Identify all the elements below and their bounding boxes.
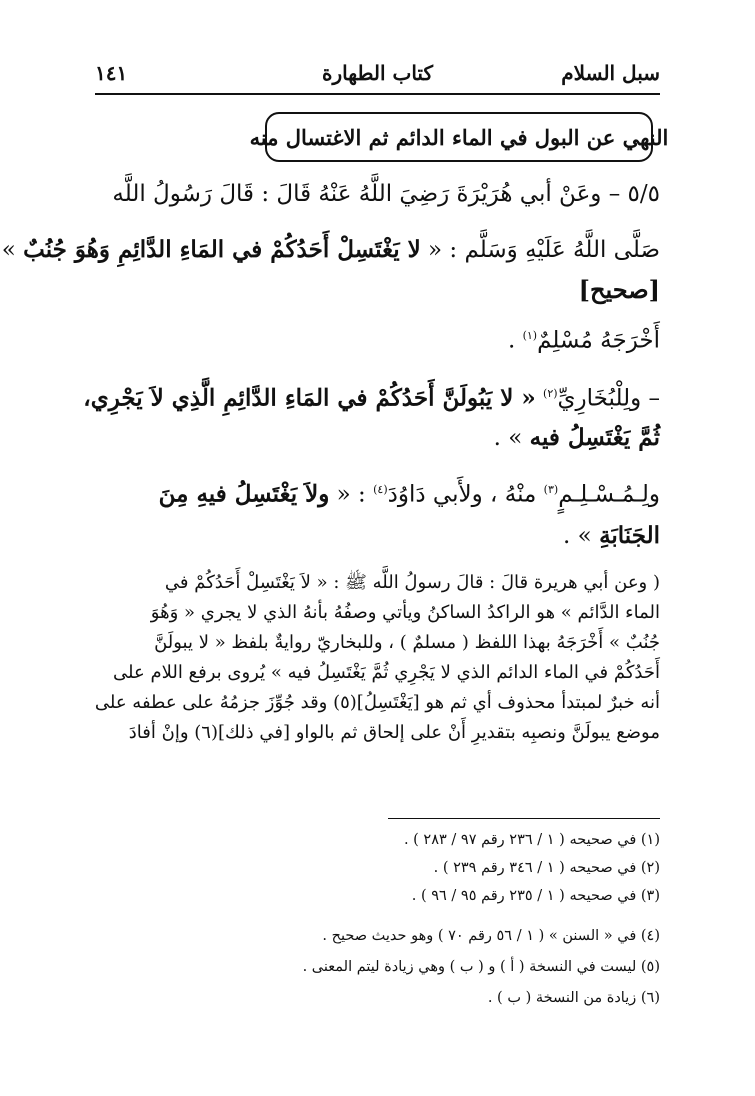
muslim-line-1: ولِـمُـسْـلِـمٍ$^{(٣)}$ منْهُ ، ولأَبي دَاوُدَ$^{(٤)}$ : « ولاَ يَغْتَسِلُ فيهِ مِنَ xyxy=(158,480,660,508)
bukhari-line-1: – ولِلْبُخَارِيِّ$^{(٢)}$ « لا يَبُولَنَّ أَحَدُكُمْ في المَاءِ الدَّائِمِ الَّذِي لاَ يَجْرِي، xyxy=(83,384,660,412)
footnote-ref-2: (٢) xyxy=(543,387,558,400)
chapter-title: كتاب الطهارة xyxy=(322,61,433,85)
commentary-line: موضع يبولَنَّ ونصبِه بتقديرِ أَنْ على إلحاق ثم بالواو [في ذلك](٦) وإنْ أفادَ xyxy=(128,722,660,743)
takhrij: أَخْرَجَهُ مُسْلِمٌ xyxy=(537,327,660,354)
muslim-line-2: الجَنَابَةِ » . xyxy=(563,522,660,549)
hadith-matn: لا يَغْتَسِلْ أَحَدُكُمْ في المَاءِ الدَّائِمِ وَهُوَ جُنُبٌ xyxy=(23,236,421,263)
bukhari-matn-1: « لا يَبُولَنَّ أَحَدُكُمْ في المَاءِ الدَّائِمِ الَّذِي لاَ يَجْرِي، xyxy=(83,384,536,412)
commentary-line: ( وعن أبي هريرة قالَ : قالَ رسولُ اللَّه ﷺ : « لاَ يَغْتَسِلْ أَحَدُكُمْ في xyxy=(164,572,660,593)
footnote-3: (٣) في صحيحه ( ١ / ٢٣٥ رقم ٩٥ / ٩٦ ) . xyxy=(411,888,660,904)
footnote-1: (١) في صحيحه ( ١ / ٢٣٦ رقم ٩٧ / ٢٨٣ ) . xyxy=(403,832,660,848)
commentary xyxy=(95,568,660,748)
footnote-separator xyxy=(388,818,660,819)
footnote-5: (٥) ليست في النسخة ( أ ) و ( ب ) وهي زيادة ليتم المعنى . xyxy=(302,959,660,975)
takhrij-line: أَخْرَجَهُ مُسْلِمٌ$^{(١)}$ . xyxy=(507,327,660,354)
hadith-line-1: ٥/٥ – وعَنْ أبي هُرَيْرَةَ رَضِيَ اللَّهُ عَنْهُ قَالَ : قَالَ رَسُولُ اللَّه xyxy=(112,181,660,207)
abudawud-matn-1: ولاَ يَغْتَسِلُ فيهِ مِنَ xyxy=(158,480,330,508)
bukhari-line-2: ثُمَّ يَغْتَسِلُ فيه » . xyxy=(493,424,660,451)
commentary-line: الماء الدَّائم » هو الراكدُ الساكنُ ويأتي وصفُهُ بأنهُ الذي لا يجري « وَهُوَ xyxy=(150,602,660,623)
footnote-ref-1: (١) xyxy=(522,329,538,342)
book-title: سبل السلام xyxy=(561,61,660,85)
footnote-ref-3: (٣) xyxy=(543,483,559,496)
hadith-grade: [صحيح] xyxy=(578,275,660,304)
commentary-line: أَحَدُكُمْ في الماء الدائم الذي لا يَجْرِي ثُمَّ يَغْتَسِلُ فيه » يُروى برفع اللام على xyxy=(113,662,660,683)
page-number: ١٤١ xyxy=(95,61,128,85)
footnote-6: (٦) زيادة من النسخة ( ب ) . xyxy=(487,990,660,1006)
hadith-grade-line xyxy=(95,272,660,309)
bukhari-matn-2: ثُمَّ يَغْتَسِلُ فيه xyxy=(529,424,660,451)
running-header xyxy=(95,58,660,92)
footnote-ref-4: (٤) xyxy=(373,483,388,496)
section-heading: النهي عن البول في الماء الدائم ثم الاغتسال منه xyxy=(265,112,653,162)
abudawud-matn-2: الجَنَابَةِ xyxy=(599,522,660,549)
footnote-2: (٢) في صحيحه ( ١ / ٣٤٦ رقم ٢٣٩ ) . xyxy=(433,860,660,876)
commentary-line: جُنُبٌ » أَخْرَجَهُ بهذا اللفظ ( مسلمٌ ) ، وللبخاريّ روايةٌ بلفظ « لا يبولَنَّ xyxy=(154,632,660,653)
footnote-4: (٤) في « السنن » ( ١ / ٥٦ رقم ٧٠ ) وهو حديث صحيح . xyxy=(322,928,660,944)
hadith-line-2: صَلَّى اللَّهُ عَلَيْهِ وَسَلَّم : « لا يَغْتَسِلْ أَحَدُكُمْ في المَاءِ الدَّائِمِ وَهُوَ جُنُبٌ » xyxy=(1,236,660,263)
commentary-line: أنه خبرٌ لمبتدأ محذوف أي ثم هو [يَغْتَسِلُ](٥) وقد جُوِّزَ جزمُهُ على عطفه على xyxy=(94,692,660,713)
header-rule xyxy=(95,93,660,95)
